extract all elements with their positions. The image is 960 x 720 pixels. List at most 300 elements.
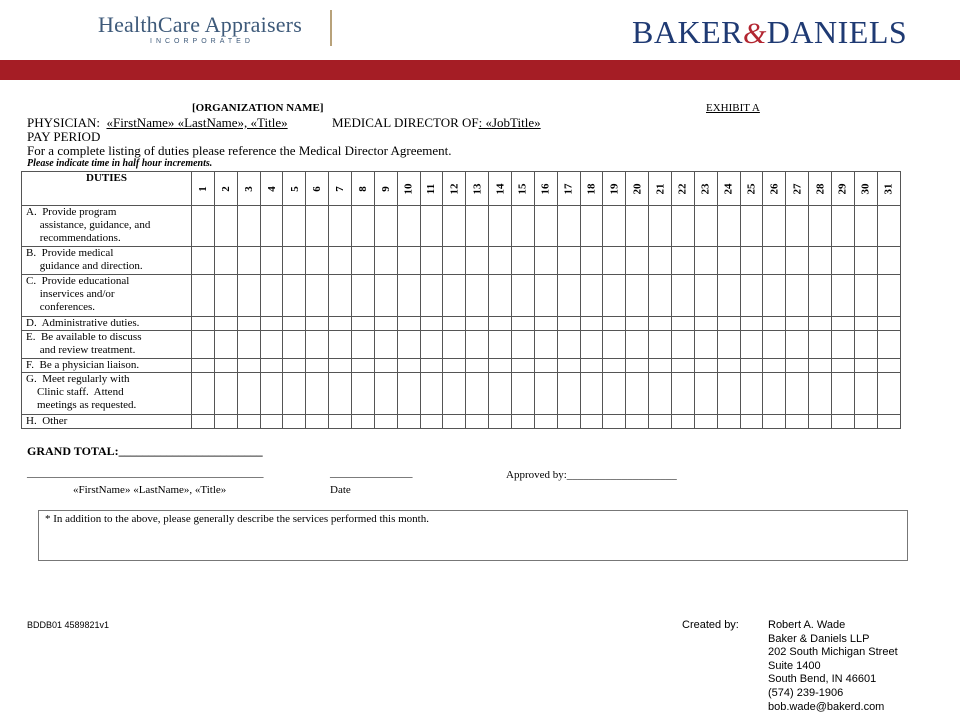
- hours-cell[interactable]: [420, 415, 443, 429]
- hours-cell[interactable]: [214, 359, 237, 373]
- hours-cell[interactable]: [329, 331, 352, 359]
- day-header-11: [420, 172, 443, 206]
- hours-cell[interactable]: [786, 317, 809, 331]
- hours-cell[interactable]: [809, 331, 832, 359]
- hours-cell[interactable]: [557, 415, 580, 429]
- hours-cell[interactable]: [283, 373, 306, 415]
- hours-cell[interactable]: [192, 359, 215, 373]
- hours-cell[interactable]: [283, 247, 306, 275]
- day-number: 9: [379, 185, 392, 192]
- baker-daniels-logo: [632, 14, 907, 51]
- hours-cell[interactable]: [603, 373, 626, 415]
- duty-line: H. Other: [26, 415, 68, 427]
- hours-cell[interactable]: [832, 275, 855, 317]
- day-header-9: [374, 172, 397, 206]
- hours-cell[interactable]: [283, 317, 306, 331]
- hours-cell[interactable]: [466, 317, 489, 331]
- hours-cell[interactable]: [214, 415, 237, 429]
- hours-cell[interactable]: [786, 247, 809, 275]
- hours-cell[interactable]: [603, 415, 626, 429]
- hours-cell[interactable]: [580, 415, 603, 429]
- hours-cell[interactable]: [260, 415, 283, 429]
- hours-cell[interactable]: [192, 247, 215, 275]
- hours-cell[interactable]: [306, 331, 329, 359]
- hours-cell[interactable]: [740, 317, 763, 331]
- hours-cell[interactable]: [557, 331, 580, 359]
- hours-cell[interactable]: [237, 373, 260, 415]
- hours-cell[interactable]: [763, 373, 786, 415]
- hours-cell[interactable]: [466, 331, 489, 359]
- hours-cell[interactable]: [832, 331, 855, 359]
- hours-cell[interactable]: [489, 275, 512, 317]
- hours-cell[interactable]: [626, 331, 649, 359]
- hours-cell[interactable]: [740, 247, 763, 275]
- hours-cell[interactable]: [603, 331, 626, 359]
- hours-cell[interactable]: [626, 206, 649, 247]
- hours-cell[interactable]: [603, 317, 626, 331]
- hours-cell[interactable]: [534, 415, 557, 429]
- hours-cell[interactable]: [717, 247, 740, 275]
- hours-cell[interactable]: [534, 317, 557, 331]
- hours-cell[interactable]: [260, 317, 283, 331]
- hours-cell[interactable]: [626, 275, 649, 317]
- hours-cell[interactable]: [534, 275, 557, 317]
- hours-cell[interactable]: [283, 359, 306, 373]
- hours-cell[interactable]: [466, 247, 489, 275]
- hours-cell[interactable]: [672, 317, 695, 331]
- hours-cell[interactable]: [854, 373, 877, 415]
- hours-cell[interactable]: [329, 275, 352, 317]
- day-header-7: [329, 172, 352, 206]
- hours-cell[interactable]: [306, 206, 329, 247]
- hours-cell[interactable]: [786, 206, 809, 247]
- hours-cell[interactable]: [763, 415, 786, 429]
- hours-cell[interactable]: [740, 415, 763, 429]
- hours-cell[interactable]: [672, 331, 695, 359]
- hours-cell[interactable]: [192, 317, 215, 331]
- hours-cell[interactable]: [443, 331, 466, 359]
- hours-cell[interactable]: [854, 415, 877, 429]
- hours-cell[interactable]: [443, 275, 466, 317]
- hours-cell[interactable]: [283, 275, 306, 317]
- hours-cell[interactable]: [694, 247, 717, 275]
- hours-cell[interactable]: [694, 415, 717, 429]
- hours-cell[interactable]: [214, 206, 237, 247]
- hours-cell[interactable]: [809, 373, 832, 415]
- hours-cell[interactable]: [352, 373, 375, 415]
- day-number: 1: [196, 185, 209, 192]
- hours-cell[interactable]: [352, 331, 375, 359]
- hours-cell[interactable]: [717, 359, 740, 373]
- hours-cell[interactable]: [214, 331, 237, 359]
- hours-cell[interactable]: [306, 317, 329, 331]
- hours-cell[interactable]: [489, 247, 512, 275]
- duty-label: [22, 373, 192, 415]
- day-header-24: [717, 172, 740, 206]
- hours-cell[interactable]: [626, 247, 649, 275]
- hours-cell[interactable]: [512, 331, 535, 359]
- hours-cell[interactable]: [329, 359, 352, 373]
- hours-cell[interactable]: [877, 247, 900, 275]
- hours-cell[interactable]: [854, 206, 877, 247]
- day-number: 10: [402, 183, 415, 194]
- hours-cell[interactable]: [420, 275, 443, 317]
- hours-cell[interactable]: [420, 359, 443, 373]
- services-description-box[interactable]: [38, 510, 908, 561]
- hours-cell[interactable]: [763, 331, 786, 359]
- hours-cell[interactable]: [763, 317, 786, 331]
- hours-cell[interactable]: [717, 317, 740, 331]
- day-number: 3: [242, 185, 255, 192]
- hours-cell[interactable]: [672, 275, 695, 317]
- hours-cell[interactable]: [283, 206, 306, 247]
- hours-cell[interactable]: [420, 206, 443, 247]
- day-header-29: [832, 172, 855, 206]
- hours-cell[interactable]: [603, 206, 626, 247]
- hours-cell[interactable]: [512, 317, 535, 331]
- hours-cell[interactable]: [877, 275, 900, 317]
- hours-cell[interactable]: [329, 415, 352, 429]
- hours-cell[interactable]: [580, 331, 603, 359]
- hours-cell[interactable]: [512, 415, 535, 429]
- hours-cell[interactable]: [854, 275, 877, 317]
- hours-cell[interactable]: [420, 373, 443, 415]
- duty-line: A. Provide program: [26, 206, 117, 218]
- day-header-14: [489, 172, 512, 206]
- hours-cell[interactable]: [763, 275, 786, 317]
- day-number: 8: [356, 185, 369, 192]
- contact-address: [768, 619, 898, 714]
- hours-cell[interactable]: [443, 359, 466, 373]
- hours-cell[interactable]: [877, 331, 900, 359]
- hours-cell[interactable]: [214, 275, 237, 317]
- hours-cell[interactable]: [649, 331, 672, 359]
- hours-cell[interactable]: [694, 331, 717, 359]
- day-number: 28: [814, 183, 827, 194]
- hours-cell[interactable]: [832, 373, 855, 415]
- hours-cell[interactable]: [854, 317, 877, 331]
- hours-cell[interactable]: [877, 415, 900, 429]
- hours-cell[interactable]: [306, 373, 329, 415]
- hours-cell[interactable]: [786, 373, 809, 415]
- hours-cell[interactable]: [374, 373, 397, 415]
- hours-cell[interactable]: [214, 373, 237, 415]
- hours-cell[interactable]: [626, 415, 649, 429]
- hours-cell[interactable]: [374, 359, 397, 373]
- hours-cell[interactable]: [694, 359, 717, 373]
- hours-cell[interactable]: [260, 206, 283, 247]
- hours-cell[interactable]: [854, 247, 877, 275]
- hours-cell[interactable]: [809, 317, 832, 331]
- hours-cell[interactable]: [832, 317, 855, 331]
- hours-cell[interactable]: [512, 206, 535, 247]
- document-id: BDDB01 4589821v1: [27, 620, 110, 630]
- hours-cell[interactable]: [672, 359, 695, 373]
- hours-cell[interactable]: [443, 415, 466, 429]
- hours-cell[interactable]: [786, 415, 809, 429]
- hours-cell[interactable]: [420, 331, 443, 359]
- hours-cell[interactable]: [352, 247, 375, 275]
- hours-cell[interactable]: [260, 373, 283, 415]
- hours-cell[interactable]: [512, 373, 535, 415]
- day-number: 31: [882, 183, 895, 194]
- hours-cell[interactable]: [603, 247, 626, 275]
- address-line: Robert A. Wade: [768, 619, 846, 631]
- hours-cell[interactable]: [397, 373, 420, 415]
- hours-cell[interactable]: [397, 275, 420, 317]
- medical-director-line: [332, 115, 541, 131]
- hours-cell[interactable]: [443, 247, 466, 275]
- hours-cell[interactable]: [512, 359, 535, 373]
- hours-cell[interactable]: [306, 359, 329, 373]
- hours-cell[interactable]: [809, 247, 832, 275]
- hours-cell[interactable]: [374, 331, 397, 359]
- hours-cell[interactable]: [466, 373, 489, 415]
- hours-cell[interactable]: [260, 247, 283, 275]
- hours-cell[interactable]: [192, 415, 215, 429]
- hours-cell[interactable]: [260, 359, 283, 373]
- hours-cell[interactable]: [192, 331, 215, 359]
- day-number: 5: [288, 185, 301, 192]
- hours-cell[interactable]: [832, 415, 855, 429]
- hours-cell[interactable]: [489, 331, 512, 359]
- hours-cell[interactable]: [306, 247, 329, 275]
- day-header-20: [626, 172, 649, 206]
- day-header-23: [694, 172, 717, 206]
- hours-cell[interactable]: [740, 206, 763, 247]
- hours-cell[interactable]: [809, 359, 832, 373]
- hours-cell[interactable]: [420, 247, 443, 275]
- hours-cell[interactable]: [717, 206, 740, 247]
- hours-cell[interactable]: [397, 317, 420, 331]
- hours-cell[interactable]: [306, 275, 329, 317]
- duty-row: [22, 247, 901, 275]
- hours-cell[interactable]: [489, 206, 512, 247]
- hours-cell[interactable]: [717, 373, 740, 415]
- hours-cell[interactable]: [717, 275, 740, 317]
- hours-cell[interactable]: [306, 415, 329, 429]
- hours-cell[interactable]: [443, 317, 466, 331]
- hours-cell[interactable]: [672, 373, 695, 415]
- hours-cell[interactable]: [237, 331, 260, 359]
- hours-cell[interactable]: [877, 317, 900, 331]
- hours-cell[interactable]: [534, 359, 557, 373]
- day-header-5: [283, 172, 306, 206]
- hours-cell[interactable]: [352, 359, 375, 373]
- hours-cell[interactable]: [466, 415, 489, 429]
- day-header-10: [397, 172, 420, 206]
- hours-cell[interactable]: [763, 206, 786, 247]
- hours-cell[interactable]: [283, 331, 306, 359]
- hours-cell[interactable]: [580, 275, 603, 317]
- hours-cell[interactable]: [626, 373, 649, 415]
- hours-cell[interactable]: [717, 415, 740, 429]
- hours-cell[interactable]: [832, 359, 855, 373]
- hours-cell[interactable]: [329, 247, 352, 275]
- md-value: : «JobTitle»: [478, 115, 541, 130]
- hours-cell[interactable]: [397, 359, 420, 373]
- hours-cell[interactable]: [374, 247, 397, 275]
- hours-cell[interactable]: [534, 247, 557, 275]
- hours-cell[interactable]: [694, 373, 717, 415]
- duty-line: G. Meet regularly with: [26, 373, 130, 385]
- duty-line: Clinic staff. Attend: [26, 386, 124, 398]
- hours-cell[interactable]: [237, 206, 260, 247]
- hours-cell[interactable]: [740, 275, 763, 317]
- grid-header-row: [22, 172, 901, 206]
- hours-cell[interactable]: [237, 247, 260, 275]
- hours-cell[interactable]: [374, 415, 397, 429]
- hours-cell[interactable]: [649, 275, 672, 317]
- hours-cell[interactable]: [649, 415, 672, 429]
- hours-cell[interactable]: [557, 373, 580, 415]
- hours-cell[interactable]: [580, 206, 603, 247]
- hours-cell[interactable]: [672, 415, 695, 429]
- hours-cell[interactable]: [466, 206, 489, 247]
- hours-cell[interactable]: [557, 359, 580, 373]
- hours-cell[interactable]: [512, 275, 535, 317]
- hours-cell[interactable]: [832, 247, 855, 275]
- hours-cell[interactable]: [489, 373, 512, 415]
- hours-cell[interactable]: [832, 206, 855, 247]
- hours-cell[interactable]: [763, 359, 786, 373]
- hours-cell[interactable]: [672, 206, 695, 247]
- hours-cell[interactable]: [557, 317, 580, 331]
- hours-cell[interactable]: [877, 373, 900, 415]
- duty-row: [22, 275, 901, 317]
- hours-cell[interactable]: [557, 206, 580, 247]
- hours-cell[interactable]: [694, 206, 717, 247]
- hours-cell[interactable]: [329, 206, 352, 247]
- hours-cell[interactable]: [672, 247, 695, 275]
- accent-bar: [0, 60, 960, 80]
- hours-cell[interactable]: [854, 331, 877, 359]
- hours-cell[interactable]: [192, 373, 215, 415]
- hours-cell[interactable]: [877, 206, 900, 247]
- hours-cell[interactable]: [420, 317, 443, 331]
- hours-cell[interactable]: [809, 275, 832, 317]
- hours-cell[interactable]: [489, 359, 512, 373]
- hours-cell[interactable]: [466, 275, 489, 317]
- hours-cell[interactable]: [489, 415, 512, 429]
- hours-cell[interactable]: [237, 275, 260, 317]
- hours-cell[interactable]: [192, 206, 215, 247]
- hours-cell[interactable]: [809, 206, 832, 247]
- hours-cell[interactable]: [603, 359, 626, 373]
- hours-cell[interactable]: [329, 373, 352, 415]
- hours-cell[interactable]: [534, 331, 557, 359]
- hours-cell[interactable]: [557, 247, 580, 275]
- hours-cell[interactable]: [443, 373, 466, 415]
- hours-cell[interactable]: [237, 317, 260, 331]
- listing-note: For a complete listing of duties please reference the Medical Director Agreement.: [27, 143, 452, 158]
- hours-cell[interactable]: [352, 206, 375, 247]
- hours-cell[interactable]: [352, 317, 375, 331]
- hca-logo-name: HealthCare Appraisers: [98, 12, 302, 37]
- hours-cell[interactable]: [489, 317, 512, 331]
- hours-cell[interactable]: [329, 317, 352, 331]
- hours-cell[interactable]: [374, 206, 397, 247]
- hours-cell[interactable]: [649, 317, 672, 331]
- day-number: 27: [791, 183, 804, 194]
- hours-cell[interactable]: [649, 206, 672, 247]
- hours-cell[interactable]: [397, 331, 420, 359]
- address-line: bob.wade@bakerd.com: [768, 700, 885, 713]
- hours-cell[interactable]: [626, 317, 649, 331]
- day-header-27: [786, 172, 809, 206]
- hours-cell[interactable]: [786, 331, 809, 359]
- hours-cell[interactable]: [260, 275, 283, 317]
- hours-cell[interactable]: [214, 247, 237, 275]
- hours-cell[interactable]: [466, 359, 489, 373]
- hours-cell[interactable]: [534, 206, 557, 247]
- hours-cell[interactable]: [877, 359, 900, 373]
- hours-cell[interactable]: [809, 415, 832, 429]
- hours-cell[interactable]: [717, 331, 740, 359]
- hours-cell[interactable]: [626, 359, 649, 373]
- hours-cell[interactable]: [557, 275, 580, 317]
- hours-cell[interactable]: [763, 247, 786, 275]
- hours-cell[interactable]: [854, 359, 877, 373]
- hours-cell[interactable]: [580, 247, 603, 275]
- hours-cell[interactable]: [397, 415, 420, 429]
- hours-cell[interactable]: [237, 415, 260, 429]
- hours-cell[interactable]: [352, 275, 375, 317]
- hours-cell[interactable]: [443, 206, 466, 247]
- hours-cell[interactable]: [694, 275, 717, 317]
- hours-cell[interactable]: [534, 373, 557, 415]
- duty-label: [22, 331, 192, 359]
- day-header-19: [603, 172, 626, 206]
- duty-row: [22, 415, 901, 429]
- hours-cell[interactable]: [397, 247, 420, 275]
- hours-cell[interactable]: [740, 331, 763, 359]
- hours-cell[interactable]: [580, 359, 603, 373]
- hours-cell[interactable]: [694, 317, 717, 331]
- hours-cell[interactable]: [374, 275, 397, 317]
- healthcare-appraisers-logo: [98, 8, 338, 48]
- hours-cell[interactable]: [603, 275, 626, 317]
- duty-row: [22, 331, 901, 359]
- hours-cell[interactable]: [580, 317, 603, 331]
- hours-cell[interactable]: [397, 206, 420, 247]
- hours-cell[interactable]: [786, 359, 809, 373]
- hours-cell[interactable]: [512, 247, 535, 275]
- duty-line: D. Administrative duties.: [26, 317, 140, 329]
- exhibit-label: EXHIBIT A: [706, 102, 760, 114]
- hours-cell[interactable]: [649, 373, 672, 415]
- duty-row: [22, 206, 901, 247]
- day-number: 24: [722, 183, 735, 194]
- hours-cell[interactable]: [649, 247, 672, 275]
- hours-cell[interactable]: [740, 373, 763, 415]
- hours-cell[interactable]: [214, 317, 237, 331]
- day-number: 26: [768, 183, 781, 194]
- hours-cell[interactable]: [192, 275, 215, 317]
- hours-cell[interactable]: [580, 373, 603, 415]
- hours-cell[interactable]: [649, 359, 672, 373]
- day-header-1: [192, 172, 215, 206]
- hours-cell[interactable]: [374, 317, 397, 331]
- hours-cell[interactable]: [786, 275, 809, 317]
- day-number: 11: [425, 183, 438, 194]
- hours-cell[interactable]: [740, 359, 763, 373]
- hours-cell[interactable]: [237, 359, 260, 373]
- hours-cell[interactable]: [283, 415, 306, 429]
- day-number: 15: [516, 183, 529, 194]
- hours-cell[interactable]: [352, 415, 375, 429]
- hours-cell[interactable]: [260, 331, 283, 359]
